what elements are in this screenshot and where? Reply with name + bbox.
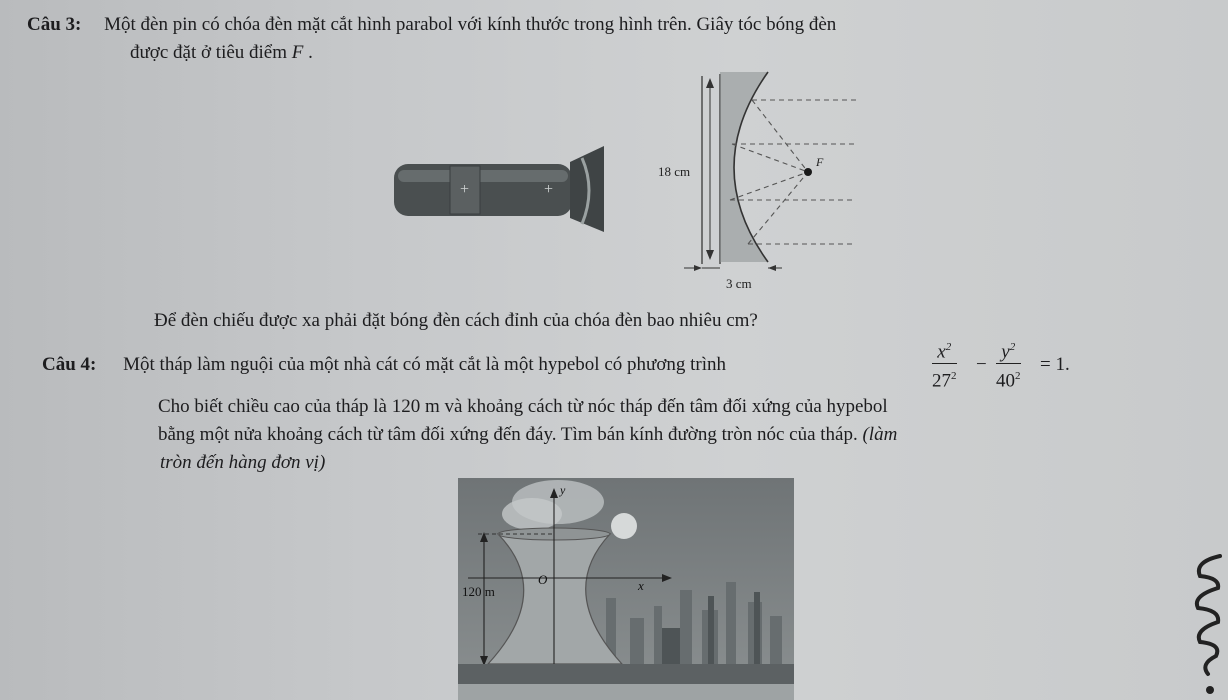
eq-den1: 27 xyxy=(932,370,951,392)
q3-text-line2 xyxy=(130,42,313,64)
y-axis-label: y xyxy=(560,483,566,497)
q3-line2-end: . xyxy=(308,42,313,63)
height-label: 18 cm xyxy=(658,164,691,179)
q4-text-line1 xyxy=(42,354,726,376)
eq-den2: 40 xyxy=(996,370,1015,392)
eq-num1: x xyxy=(937,341,946,363)
eq-num1-exp: 2 xyxy=(945,341,952,353)
fraction-y xyxy=(996,336,1021,394)
q3-line1: Một đèn pin có chóa đèn mặt cắt hình parabol với kính thước trong hình trên. Giây tóc bóng đèn xyxy=(104,14,837,35)
q3-question: Để đèn chiếu được xa phải đặt bóng đèn cách đỉnh của chóa đèn bao nhiêu cm? xyxy=(154,310,758,331)
depth-label: 3 cm xyxy=(726,276,752,291)
tower-height-label: 120 m xyxy=(462,584,495,599)
plus-sign-icon: + xyxy=(460,181,470,198)
q3-text-line1 xyxy=(27,14,836,36)
focus-label: F xyxy=(816,155,824,169)
sun-icon xyxy=(611,513,637,539)
q4-label: Câu 4: xyxy=(42,354,97,375)
q4-text-line3 xyxy=(158,424,897,446)
q4-line4: tròn đến hàng đơn vị) xyxy=(160,452,326,473)
eq-rhs: = 1. xyxy=(1040,354,1070,375)
eq-num2-exp: 2 xyxy=(1009,341,1016,353)
plus-sign-icon: + xyxy=(544,181,554,198)
q4-line3: bằng một nửa khoảng cách từ tâm đối xứng đến đáy. Tìm bán kính đường tròn nóc của tháp. xyxy=(158,424,858,445)
eq-num2: y xyxy=(1001,341,1010,363)
eq-den2-exp: 2 xyxy=(1015,370,1021,383)
q3-label: Câu 3: xyxy=(27,14,82,35)
eq-minus: − xyxy=(976,354,987,375)
q3-line2: được đặt ở tiêu điểm xyxy=(130,42,288,63)
fraction-x xyxy=(932,336,957,394)
focus-point xyxy=(804,168,812,176)
cooling-tower-image xyxy=(458,478,794,700)
q3-focus-var: F xyxy=(291,42,304,63)
flashlight-head xyxy=(570,146,604,232)
origin-label: O xyxy=(538,572,548,587)
eq-den1-exp: 2 xyxy=(951,370,957,383)
flashlight-image xyxy=(392,140,608,236)
q4-line2: Cho biết chiều cao của tháp là 120 m và khoảng cách từ nóc tháp đến tâm đối xứng của hypebol xyxy=(158,396,888,417)
handwritten-mark xyxy=(1190,548,1228,700)
x-axis-label: x xyxy=(638,578,644,593)
q4-line3-italic: (làm xyxy=(862,424,898,445)
q4-line1: Một tháp làm nguội của một nhà cát có mặt cắt là một hypebol có phương trình xyxy=(123,354,726,375)
reflector-diagram xyxy=(640,68,870,296)
